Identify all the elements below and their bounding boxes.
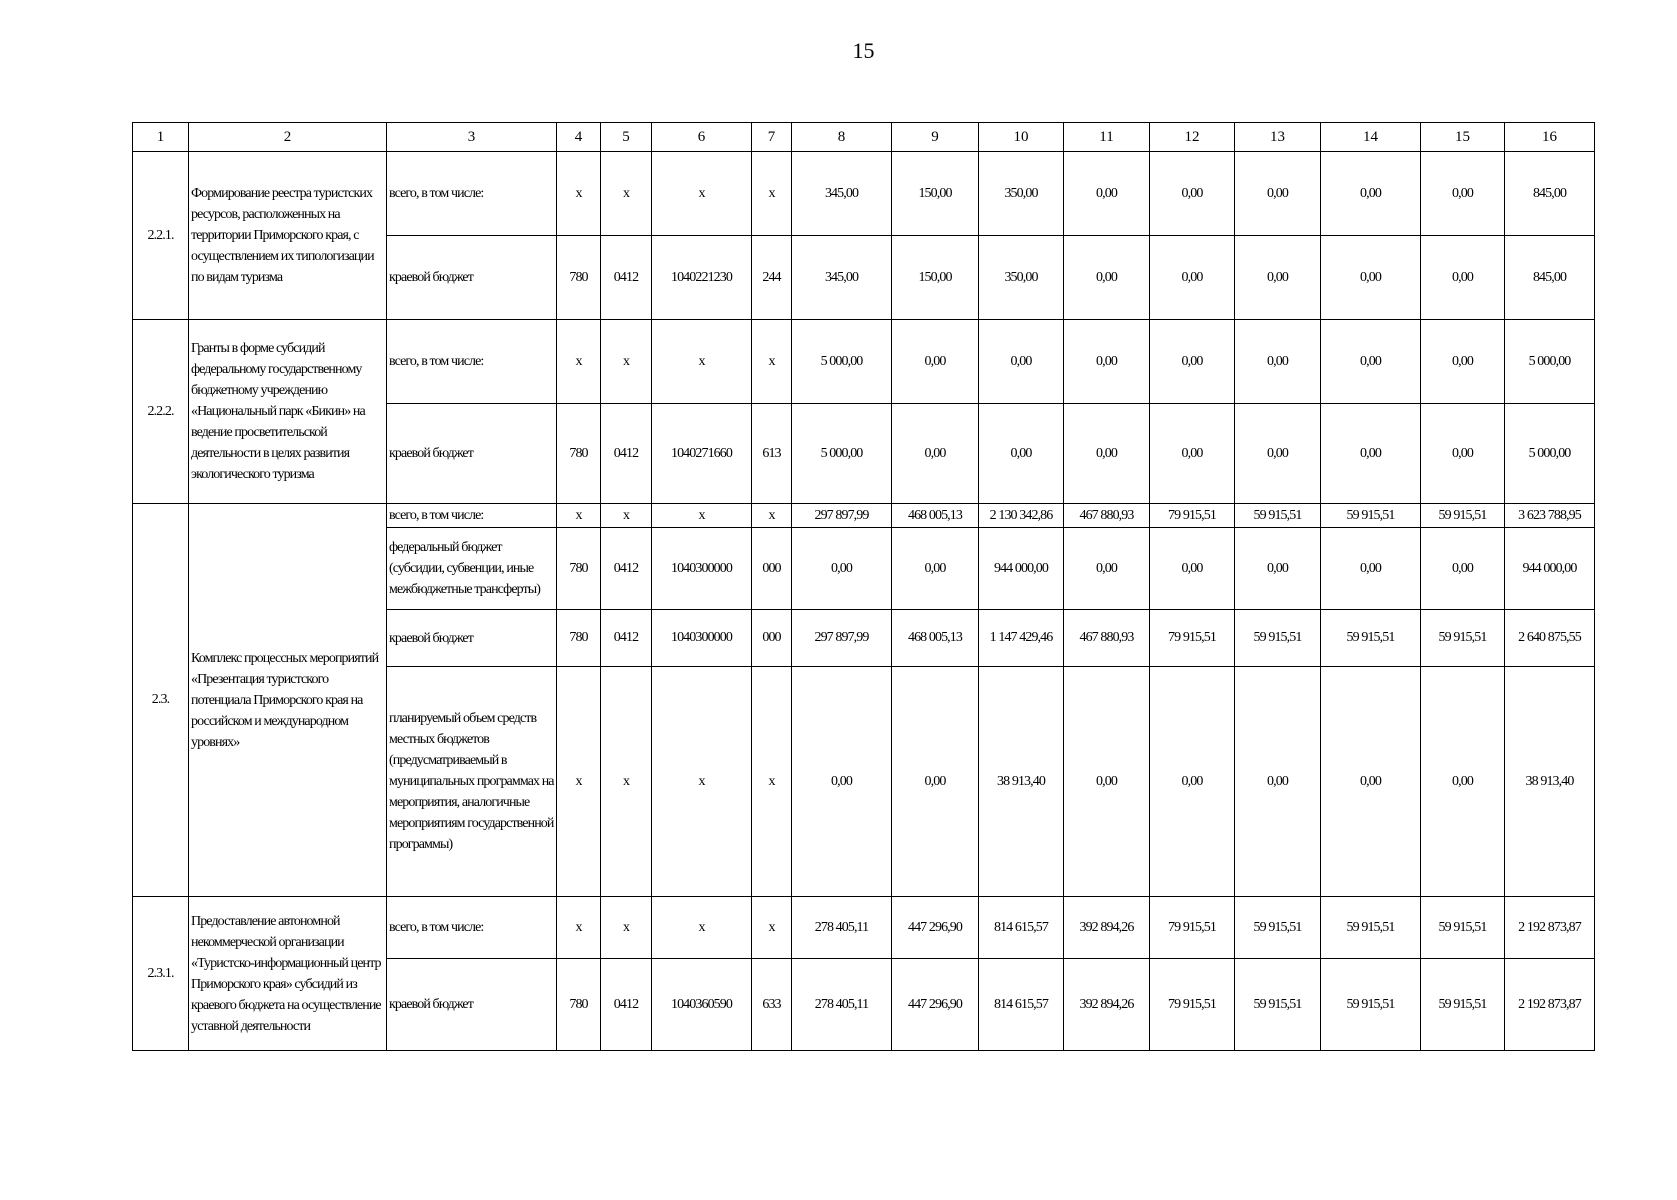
- amount-cell: 0,00: [1235, 236, 1321, 320]
- code-cell: x: [601, 320, 652, 404]
- code-cell: 000: [752, 610, 792, 667]
- amount-cell: 5 000,00: [792, 404, 892, 504]
- column-header: 15: [1421, 123, 1505, 152]
- amount-cell: 0,00: [1064, 667, 1150, 897]
- item-number: 2.2.1.: [133, 152, 189, 320]
- amount-cell: 150,00: [892, 236, 979, 320]
- amount-cell: 59 915,51: [1321, 504, 1421, 528]
- funding-source: всего, в том числе:: [387, 897, 557, 959]
- amount-cell: 0,00: [892, 320, 979, 404]
- funding-source: федеральный бюджет (субсидии, субвенции, иные межбюджетные трансферты): [387, 528, 557, 610]
- column-header: 2: [189, 123, 387, 152]
- total-cell: 2 192 873,87: [1505, 959, 1595, 1051]
- code-cell: 000: [752, 528, 792, 610]
- amount-cell: 0,00: [1421, 320, 1505, 404]
- amount-cell: 0,00: [1421, 528, 1505, 610]
- amount-cell: 59 915,51: [1421, 504, 1505, 528]
- amount-cell: 0,00: [1235, 320, 1321, 404]
- amount-cell: 0,00: [1064, 404, 1150, 504]
- code-cell: x: [652, 152, 752, 236]
- code-cell: 0412: [601, 404, 652, 504]
- column-header: 7: [752, 123, 792, 152]
- amount-cell: 79 915,51: [1150, 959, 1235, 1051]
- amount-cell: 0,00: [1150, 236, 1235, 320]
- amount-cell: 59 915,51: [1235, 610, 1321, 667]
- code-cell: x: [601, 152, 652, 236]
- code-cell: x: [752, 897, 792, 959]
- column-header: 11: [1064, 123, 1150, 152]
- column-header: 10: [979, 123, 1064, 152]
- amount-cell: 392 894,26: [1064, 897, 1150, 959]
- amount-cell: 345,00: [792, 152, 892, 236]
- item-number: 2.2.2.: [133, 320, 189, 504]
- amount-cell: 0,00: [892, 404, 979, 504]
- code-cell: 0412: [601, 528, 652, 610]
- code-cell: 244: [752, 236, 792, 320]
- item-name: Формирование реестра туристских ресурсов, расположенных на территории Приморского края, с осуществлением их типологизации по видам туризма: [189, 152, 387, 320]
- amount-cell: 59 915,51: [1421, 897, 1505, 959]
- amount-cell: 0,00: [1150, 320, 1235, 404]
- column-header: 14: [1321, 123, 1421, 152]
- funding-source: всего, в том числе:: [387, 504, 557, 528]
- column-header: 12: [1150, 123, 1235, 152]
- code-cell: x: [752, 152, 792, 236]
- amount-cell: 0,00: [892, 667, 979, 897]
- amount-cell: 0,00: [1235, 667, 1321, 897]
- amount-cell: 814 615,57: [979, 959, 1064, 1051]
- code-cell: x: [601, 667, 652, 897]
- total-cell: 2 640 875,55: [1505, 610, 1595, 667]
- amount-cell: 345,00: [792, 236, 892, 320]
- column-header: 1: [133, 123, 189, 152]
- funding-source: краевой бюджет: [387, 959, 557, 1051]
- amount-cell: 0,00: [1421, 152, 1505, 236]
- amount-cell: 5 000,00: [792, 320, 892, 404]
- table-row: [133, 320, 1595, 404]
- code-cell: x: [601, 504, 652, 528]
- amount-cell: 0,00: [1150, 404, 1235, 504]
- amount-cell: 79 915,51: [1150, 610, 1235, 667]
- code-cell: x: [752, 504, 792, 528]
- code-cell: 613: [752, 404, 792, 504]
- amount-cell: 467 880,93: [1064, 504, 1150, 528]
- code-cell: 780: [557, 610, 601, 667]
- code-cell: 780: [557, 236, 601, 320]
- column-header: 6: [652, 123, 752, 152]
- code-cell: x: [752, 667, 792, 897]
- amount-cell: 79 915,51: [1150, 504, 1235, 528]
- amount-cell: 0,00: [1150, 152, 1235, 236]
- amount-cell: 297 897,99: [792, 504, 892, 528]
- code-cell: 1040271660: [652, 404, 752, 504]
- code-cell: x: [652, 320, 752, 404]
- funding-source: всего, в том числе:: [387, 152, 557, 236]
- item-name: Гранты в форме субсидий федеральному государственному бюджетному учреждению «Национальный парк «Бикин» на ведение просветительской деятельности в целях развития экологического туризма: [189, 320, 387, 504]
- funding-source: всего, в том числе:: [387, 320, 557, 404]
- column-header: 3: [387, 123, 557, 152]
- code-cell: 780: [557, 404, 601, 504]
- amount-cell: 0,00: [1064, 320, 1150, 404]
- amount-cell: 59 915,51: [1235, 504, 1321, 528]
- column-header: 5: [601, 123, 652, 152]
- total-cell: 845,00: [1505, 236, 1595, 320]
- amount-cell: 59 915,51: [1321, 897, 1421, 959]
- amount-cell: 814 615,57: [979, 897, 1064, 959]
- amount-cell: 0,00: [1321, 528, 1421, 610]
- amount-cell: 59 915,51: [1321, 610, 1421, 667]
- item-number: 2.3.1.: [133, 897, 189, 1051]
- amount-cell: 350,00: [979, 152, 1064, 236]
- code-cell: 1040300000: [652, 528, 752, 610]
- amount-cell: 0,00: [1321, 236, 1421, 320]
- amount-cell: 150,00: [892, 152, 979, 236]
- page-number: 15: [852, 38, 875, 63]
- budget-table: [132, 122, 1595, 1051]
- funding-source: краевой бюджет: [387, 404, 557, 504]
- amount-cell: 0,00: [1421, 667, 1505, 897]
- amount-cell: 0,00: [1064, 236, 1150, 320]
- code-cell: 0412: [601, 959, 652, 1051]
- amount-cell: 38 913,40: [979, 667, 1064, 897]
- code-cell: 780: [557, 528, 601, 610]
- amount-cell: 944 000,00: [979, 528, 1064, 610]
- funding-source: краевой бюджет: [387, 236, 557, 320]
- code-cell: 1040360590: [652, 959, 752, 1051]
- code-cell: x: [652, 897, 752, 959]
- total-cell: 5 000,00: [1505, 320, 1595, 404]
- code-cell: 1040300000: [652, 610, 752, 667]
- total-cell: 944 000,00: [1505, 528, 1595, 610]
- amount-cell: 278 405,11: [792, 897, 892, 959]
- amount-cell: 2 130 342,86: [979, 504, 1064, 528]
- code-cell: 0412: [601, 236, 652, 320]
- item-name: Комплекс процессных мероприятий «Презентация туристского потенциала Приморского края на российском и международном уровнях»: [189, 504, 387, 897]
- amount-cell: 392 894,26: [1064, 959, 1150, 1051]
- amount-cell: 59 915,51: [1321, 959, 1421, 1051]
- amount-cell: 0,00: [1321, 667, 1421, 897]
- amount-cell: 468 005,13: [892, 504, 979, 528]
- column-header: 8: [792, 123, 892, 152]
- amount-cell: 447 296,90: [892, 897, 979, 959]
- column-header: 16: [1505, 123, 1595, 152]
- amount-cell: 59 915,51: [1421, 959, 1505, 1051]
- amount-cell: 0,00: [1150, 528, 1235, 610]
- amount-cell: 0,00: [1321, 320, 1421, 404]
- amount-cell: 59 915,51: [1235, 897, 1321, 959]
- amount-cell: 59 915,51: [1421, 610, 1505, 667]
- amount-cell: 0,00: [1235, 528, 1321, 610]
- table-row: [133, 504, 1595, 528]
- column-header: 9: [892, 123, 979, 152]
- code-cell: 0412: [601, 610, 652, 667]
- amount-cell: 0,00: [979, 320, 1064, 404]
- total-cell: 2 192 873,87: [1505, 897, 1595, 959]
- code-cell: 1040221230: [652, 236, 752, 320]
- amount-cell: 467 880,93: [1064, 610, 1150, 667]
- table-row: [133, 897, 1595, 959]
- amount-cell: 278 405,11: [792, 959, 892, 1051]
- column-header: 4: [557, 123, 601, 152]
- amount-cell: 0,00: [1321, 404, 1421, 504]
- code-cell: x: [601, 897, 652, 959]
- amount-cell: 0,00: [1064, 152, 1150, 236]
- amount-cell: 447 296,90: [892, 959, 979, 1051]
- amount-cell: 0,00: [1150, 667, 1235, 897]
- total-cell: 5 000,00: [1505, 404, 1595, 504]
- amount-cell: 59 915,51: [1235, 959, 1321, 1051]
- code-cell: x: [652, 504, 752, 528]
- code-cell: x: [557, 320, 601, 404]
- amount-cell: 0,00: [1421, 236, 1505, 320]
- item-name: Предоставление автономной некоммерческой организации «Туристско-информационный центр Приморского края» субсидий из краевого бюджета на осуществление уставной деятельности: [189, 897, 387, 1051]
- code-cell: x: [557, 504, 601, 528]
- amount-cell: 297 897,99: [792, 610, 892, 667]
- amount-cell: 0,00: [1321, 152, 1421, 236]
- amount-cell: 0,00: [892, 528, 979, 610]
- code-cell: x: [652, 667, 752, 897]
- amount-cell: 0,00: [1235, 152, 1321, 236]
- total-cell: 38 913,40: [1505, 667, 1595, 897]
- funding-source: краевой бюджет: [387, 610, 557, 667]
- code-cell: 780: [557, 959, 601, 1051]
- column-header: 13: [1235, 123, 1321, 152]
- amount-cell: 0,00: [1235, 404, 1321, 504]
- amount-cell: 0,00: [792, 528, 892, 610]
- amount-cell: 79 915,51: [1150, 897, 1235, 959]
- code-cell: x: [557, 152, 601, 236]
- code-cell: 633: [752, 959, 792, 1051]
- amount-cell: 0,00: [1064, 528, 1150, 610]
- amount-cell: 468 005,13: [892, 610, 979, 667]
- amount-cell: 0,00: [792, 667, 892, 897]
- item-number: 2.3.: [133, 504, 189, 897]
- code-cell: x: [557, 667, 601, 897]
- total-cell: 845,00: [1505, 152, 1595, 236]
- amount-cell: 1 147 429,46: [979, 610, 1064, 667]
- table-row: [133, 152, 1595, 236]
- amount-cell: 0,00: [1421, 404, 1505, 504]
- code-cell: x: [557, 897, 601, 959]
- code-cell: x: [752, 320, 792, 404]
- header-row: [133, 123, 1595, 152]
- funding-source: планируемый объем средств местных бюджетов (предусматриваемый в муниципальных программах на мероприятия, аналогичные мероприятиям государственной программы): [387, 667, 557, 897]
- amount-cell: 350,00: [979, 236, 1064, 320]
- total-cell: 3 623 788,95: [1505, 504, 1595, 528]
- amount-cell: 0,00: [979, 404, 1064, 504]
